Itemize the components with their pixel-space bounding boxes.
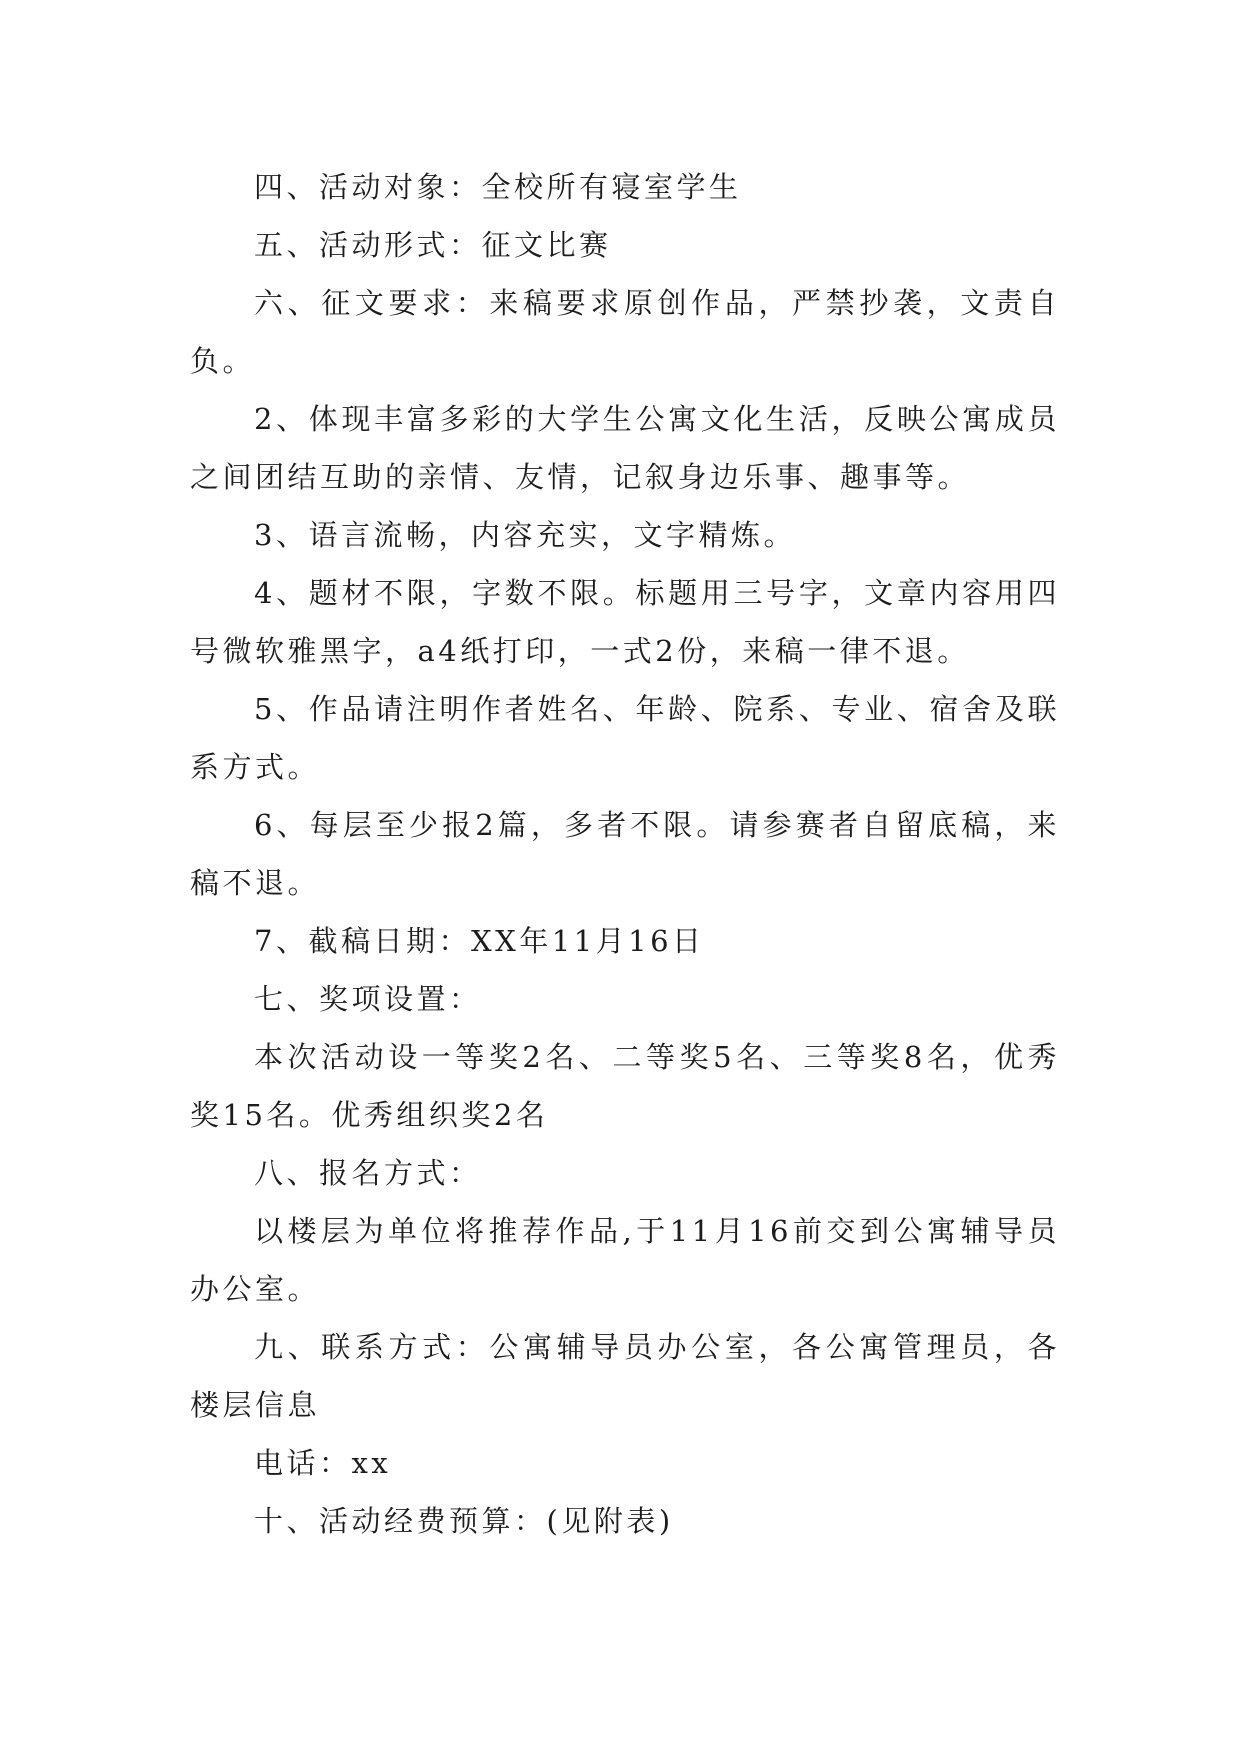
paragraph-requirement-3: 3、语言流畅，内容充实，文字精炼。 <box>254 518 796 552</box>
paragraph-deadline: 7、截稿日期：XX年11月16日 <box>254 924 705 958</box>
document-body <box>190 158 1060 1550</box>
paragraph-activity-form: 五、活动形式：征文比赛 <box>254 228 612 262</box>
paragraph-essay-requirements: 六、征文要求：来稿要求原创作品，严禁抄袭，文责自负。 <box>190 286 1060 378</box>
paragraph-requirement-5: 5、作品请注明作者姓名、年龄、院系、专业、宿舍及联系方式。 <box>190 692 1060 784</box>
paragraph-awards-detail: 本次活动设一等奖2名、二等奖5名、三等奖8名，优秀奖15名。优秀组织奖2名 <box>190 1040 1060 1132</box>
paragraph-requirement-4: 4、题材不限，字数不限。标题用三号字，文章内容用四号微软雅黑字，a4纸打印，一式2份，来稿一律不退。 <box>190 576 1060 668</box>
paragraph-requirement-2: 2、体现丰富多彩的大学生公寓文化生活，反映公寓成员之间团结互助的亲情、友情，记叙身边乐事、趣事等。 <box>190 402 1060 494</box>
paragraph-contact: 九、联系方式：公寓辅导员办公室，各公寓管理员，各楼层信息 <box>190 1330 1060 1422</box>
paragraph-awards-heading: 七、奖项设置： <box>254 982 482 1016</box>
paragraph-registration-heading: 八、报名方式： <box>254 1156 482 1190</box>
paragraph-requirement-6: 6、每层至少报2篇，多者不限。请参赛者自留底稿，来稿不退。 <box>190 808 1060 900</box>
paragraph-activity-target: 四、活动对象：全校所有寝室学生 <box>254 170 742 204</box>
paragraph-phone: 电话：xx <box>254 1446 392 1480</box>
paragraph-registration-detail: 以楼层为单位将推荐作品,于11月16前交到公寓辅导员办公室。 <box>190 1214 1060 1306</box>
paragraph-budget: 十、活动经费预算：(见附表) <box>254 1504 674 1538</box>
